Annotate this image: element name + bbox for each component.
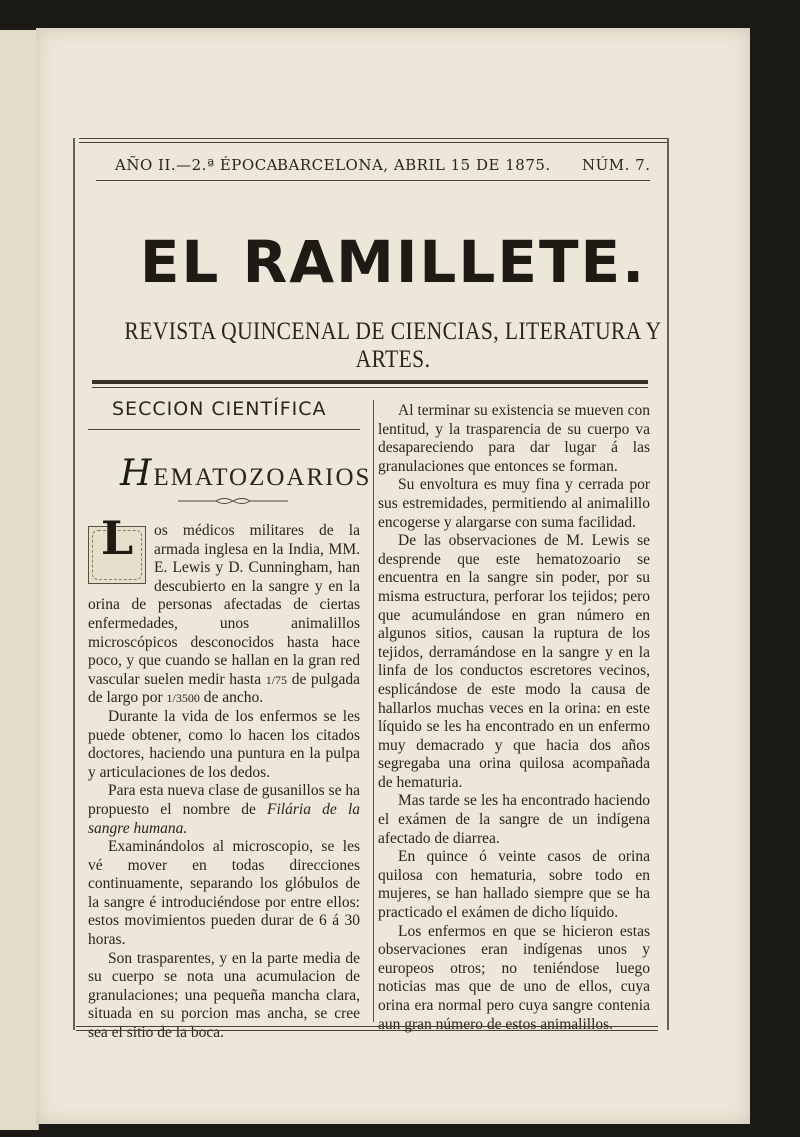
paragraph: Su envoltura es muy fina y cerrada por sus estremidades, permitiendo al animalillo encogerse y alargarse con suma facilidad. (378, 476, 650, 531)
article-title-initial: H (120, 453, 154, 494)
paragraph: Mas tarde se les ha encontrado haciendo el exámen de la sangre de un indígena afectado de diarrea. (378, 792, 650, 847)
header-number: NÚM. 7. (582, 156, 651, 174)
newspaper-page (36, 28, 750, 1124)
section-rule (88, 429, 360, 430)
paragraph: Durante la vida de los enfermos se les puede obtener, como lo hacen los citados doctores, haciendo una puntura en la pulpa y articulaciones de los dedos. (88, 707, 360, 781)
paragraph: Para esta nueva clase de gusanillos se ha propuesto el nombre de Filária de la sangre humana. (88, 782, 361, 837)
paragraph: Son trasparentes, y en la parte media de su cuerpo se nota una acumulacion de granulaciones; una pequeña mancha clara, situada en su porcion mas ancha, se cree sea el sitio de la boca. (88, 949, 360, 1042)
article-title-rest: EMATOZOARIOS (153, 464, 372, 491)
top-double-rule (79, 138, 667, 143)
masthead-thick-rule (92, 380, 648, 384)
left-column (88, 511, 361, 1043)
dropcap-letter: L (88, 526, 146, 584)
bottom-double-rule (76, 1026, 658, 1031)
right-column (378, 402, 650, 1034)
ornament-divider (178, 496, 288, 506)
paragraph: Examinándolos al microscopio, se les vé mover en todas direcciones continuamente, separando los glóbulos de la sangre é introduciéndose por entre ellos: estos movimientos pueden durar de 6 á 30 horas. (88, 838, 360, 949)
header-date: BARCELONA, ABRIL 15 DE 1875. (277, 156, 551, 174)
article-title (120, 453, 371, 494)
paragraph: En quince ó veinte casos de orina quilosa con hematuria, sobre todo en mujeres, se han hallado siempre que se ha practicado el exámen de dicho líquido. (378, 848, 650, 922)
header-rule (96, 180, 650, 181)
masthead-title: EL RAMILLETE. (139, 228, 647, 296)
previous-page-edge (0, 30, 39, 1130)
section-title: SECCION CIENTÍFICA (112, 398, 327, 420)
header-year: AÑO II.—2.ª ÉPOCA. (115, 156, 284, 174)
masthead-thin-rule (92, 387, 648, 388)
paragraph: De las observaciones de M. Lewis se desprende que este hematozoario se encuentra en la sangre sin poder, por su misma estructura, perforar los tejidos; pero que acumulándose en gran número en algunos sitios, causan la ruptura de los tejidos, derramándose en la sangre y en la linfa de los conductos escretores vecinos, esplicándose de este modo la causa de hallarlos muchas veces en la orina: en este líquido se les ha encontrado en un enfermo muy demacrado y que hacia dos años segregaba una orina quilosa acompañada de hematuria. (378, 532, 650, 791)
masthead-subtitle: REVISTA QUINCENAL DE CIENCIAS, LITERATURA Y ARTES. (124, 318, 662, 373)
column-separator (373, 400, 374, 1022)
paragraph: Los enfermos en que se hicieron estas observaciones eran indígenas unos y europeos otros; no teniéndose luego noticias mas que de uno de ellos, cuya orina era normal pero cuya sangre contenia aun gran número de estos animalillos. (378, 922, 650, 1033)
paragraph: L os médicos militares de la armada inglesa en la India, MM. E. Lewis y D. Cunningham, han descubierto en la sangre y en la orina de personas afectadas de ciertas enfermedades, unos animalillos microscópicos desconocidos hasta hace poco, y que cuando se hallan en la gran red vascular suelen medir hasta 1/75 de pulgada de largo por 1/3500 de ancho. (88, 511, 360, 707)
species-name: Filária de la sangre humana. (88, 800, 361, 837)
paragraph: Al terminar su existencia se mueven con lentitud, y la trasparencia de su cuerpo va desapareciendo para dar lugar á las granulaciones que entonces se forman. (378, 402, 650, 475)
